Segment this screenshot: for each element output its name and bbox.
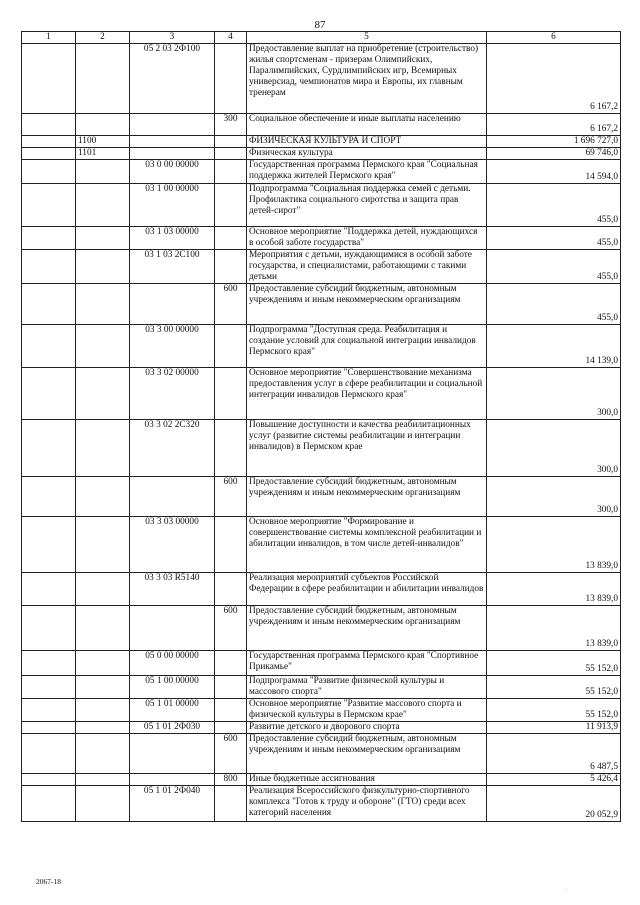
table-row bbox=[22, 786, 621, 822]
table-row bbox=[22, 184, 621, 227]
cell-col-6: 14 139,0 bbox=[487, 325, 621, 368]
cell-col-2 bbox=[76, 477, 130, 517]
cell-col-6: 6 167,2 bbox=[487, 44, 621, 114]
cell-col-1 bbox=[22, 227, 76, 250]
cell-col-5: ФИЗИЧЕСКАЯ КУЛЬТУРА И СПОРТ bbox=[247, 136, 487, 148]
cell-col-2 bbox=[76, 676, 130, 699]
cell-col-1 bbox=[22, 606, 76, 651]
table-row bbox=[22, 160, 621, 184]
cell-col-6: 6 167,2 bbox=[487, 114, 621, 136]
cell-col-3: 03 0 00 00000 bbox=[130, 160, 215, 184]
table-row bbox=[22, 699, 621, 722]
cell-col-6: 455,0 bbox=[487, 250, 621, 284]
cell-col-2 bbox=[76, 722, 130, 734]
cell-col-4 bbox=[215, 160, 247, 184]
table-row bbox=[22, 676, 621, 699]
cell-col-5: Предоставление субсидий бюджетным, автономным учреждениям и иным некоммерческим организациям bbox=[247, 284, 487, 325]
cell-col-1 bbox=[22, 250, 76, 284]
cell-col-3 bbox=[130, 477, 215, 517]
header-cell: 4 bbox=[215, 32, 247, 44]
page-number: 87 bbox=[314, 19, 326, 31]
cell-col-4: 600 bbox=[215, 606, 247, 651]
cell-col-1 bbox=[22, 774, 76, 786]
cell-col-6: 55 152,0 bbox=[487, 651, 621, 676]
cell-col-1 bbox=[22, 184, 76, 227]
cell-col-2: 1100 bbox=[76, 136, 130, 148]
cell-col-2 bbox=[76, 699, 130, 722]
cell-col-4: 800 bbox=[215, 774, 247, 786]
cell-col-5: Развитие детского и дворового спорта bbox=[247, 722, 487, 734]
cell-col-6: 6 487,5 bbox=[487, 734, 621, 774]
cell-col-4 bbox=[215, 573, 247, 606]
cell-col-3: 05 1 01 00000 bbox=[130, 699, 215, 722]
cell-col-4 bbox=[215, 250, 247, 284]
cell-col-5: Повышение доступности и качества реабилитационных услуг (развитие системы реабилитации и интеграции инвалидов) в Пермском крае bbox=[247, 420, 487, 477]
cell-col-3: 05 2 03 2Ф100 bbox=[130, 44, 215, 114]
cell-col-2 bbox=[76, 184, 130, 227]
cell-col-1 bbox=[22, 148, 76, 160]
header-cell: 3 bbox=[130, 32, 215, 44]
cell-col-3 bbox=[130, 284, 215, 325]
table-row bbox=[22, 477, 621, 517]
cell-col-2 bbox=[76, 651, 130, 676]
cell-col-2 bbox=[76, 227, 130, 250]
cell-col-3 bbox=[130, 606, 215, 651]
table-row bbox=[22, 774, 621, 786]
cell-col-4 bbox=[215, 227, 247, 250]
budget-table bbox=[21, 31, 621, 822]
table-row bbox=[22, 148, 621, 160]
cell-col-2 bbox=[76, 160, 130, 184]
cell-col-5: Физическая культура bbox=[247, 148, 487, 160]
cell-col-2 bbox=[76, 114, 130, 136]
table-row bbox=[22, 250, 621, 284]
cell-col-3: 03 1 03 2С100 bbox=[130, 250, 215, 284]
cell-col-3: 05 0 00 00000 bbox=[130, 651, 215, 676]
cell-col-2 bbox=[76, 573, 130, 606]
cell-col-3: 03 3 02 2С320 bbox=[130, 420, 215, 477]
cell-col-1 bbox=[22, 160, 76, 184]
cell-col-5: Предоставление субсидий бюджетным, автономным учреждениям и иным некоммерческим организациям bbox=[247, 477, 487, 517]
cell-col-1 bbox=[22, 573, 76, 606]
cell-col-3 bbox=[130, 114, 215, 136]
cell-col-4 bbox=[215, 420, 247, 477]
cell-col-6: 13 839,0 bbox=[487, 573, 621, 606]
cell-col-5: Подпрограмма "Развитие физической культуры и массового спорта" bbox=[247, 676, 487, 699]
cell-col-2 bbox=[76, 368, 130, 420]
cell-col-1 bbox=[22, 786, 76, 822]
table-row bbox=[22, 136, 621, 148]
cell-col-3: 03 3 03 R5140 bbox=[130, 573, 215, 606]
cell-col-4: 600 bbox=[215, 477, 247, 517]
cell-col-6: 300,0 bbox=[487, 477, 621, 517]
cell-col-5: Государственная программа Пермского края "Спортивное Прикамье" bbox=[247, 651, 487, 676]
table-row bbox=[22, 227, 621, 250]
cell-col-1 bbox=[22, 136, 76, 148]
cell-col-6: 5 426,4 bbox=[487, 774, 621, 786]
cell-col-4 bbox=[215, 699, 247, 722]
cell-col-5: Основное мероприятие "Поддержка детей, нуждающихся в особой заботе государства" bbox=[247, 227, 487, 250]
cell-col-6: 300,0 bbox=[487, 368, 621, 420]
cell-col-2 bbox=[76, 734, 130, 774]
cell-col-5: Реализация мероприятий субъектов Российской Федерации в сфере реабилитации и абилитации инвалидов bbox=[247, 573, 487, 606]
table-row bbox=[22, 114, 621, 136]
cell-col-2 bbox=[76, 786, 130, 822]
cell-col-1 bbox=[22, 284, 76, 325]
cell-col-2 bbox=[76, 420, 130, 477]
cell-col-4: 600 bbox=[215, 734, 247, 774]
document-code: 2067-18 bbox=[36, 877, 61, 886]
cell-col-4 bbox=[215, 325, 247, 368]
cell-col-3: 05 1 00 00000 bbox=[130, 676, 215, 699]
cell-col-3 bbox=[130, 734, 215, 774]
cell-col-2 bbox=[76, 250, 130, 284]
cell-col-2 bbox=[76, 606, 130, 651]
table-row bbox=[22, 722, 621, 734]
cell-col-4 bbox=[215, 786, 247, 822]
cell-col-3: 05 1 01 2Ф030 bbox=[130, 722, 215, 734]
cell-col-1 bbox=[22, 114, 76, 136]
cell-col-6: 1 696 727,0 bbox=[487, 136, 621, 148]
cell-col-3 bbox=[130, 774, 215, 786]
cell-col-2 bbox=[76, 284, 130, 325]
footer-mark: . bbox=[566, 886, 568, 892]
cell-col-5: Предоставление субсидий бюджетным, автономным учреждениям и иным некоммерческим организациям bbox=[247, 734, 487, 774]
cell-col-2: 1101 bbox=[76, 148, 130, 160]
cell-col-4 bbox=[215, 517, 247, 573]
cell-col-4: 300 bbox=[215, 114, 247, 136]
cell-col-1 bbox=[22, 420, 76, 477]
cell-col-3: 03 3 02 00000 bbox=[130, 368, 215, 420]
cell-col-1 bbox=[22, 44, 76, 114]
cell-col-2 bbox=[76, 774, 130, 786]
cell-col-6: 13 839,0 bbox=[487, 517, 621, 573]
table-header-row bbox=[22, 32, 621, 44]
cell-col-4 bbox=[215, 44, 247, 114]
cell-col-6: 55 152,0 bbox=[487, 699, 621, 722]
cell-col-1 bbox=[22, 699, 76, 722]
table-row bbox=[22, 368, 621, 420]
cell-col-6: 13 839,0 bbox=[487, 606, 621, 651]
cell-col-5: Подпрограмма "Доступная среда. Реабилитация и создание условий для социальной интеграции инвалидов Пермского края" bbox=[247, 325, 487, 368]
cell-col-6: 455,0 bbox=[487, 184, 621, 227]
cell-col-5: Основное мероприятие "Развитие массового спорта и физической культуры в Пермском крае" bbox=[247, 699, 487, 722]
table-row bbox=[22, 325, 621, 368]
cell-col-4: 600 bbox=[215, 284, 247, 325]
cell-col-5: Реализация Всероссийского физкультурно-спортивного комплекса "Готов к труду и обороне" (ГТО) среди всех категорий населения bbox=[247, 786, 487, 822]
cell-col-5: Мероприятия с детьми, нуждающимися в особой заботе государства, и специалистами, работающими с такими детьми bbox=[247, 250, 487, 284]
cell-col-3: 03 1 00 00000 bbox=[130, 184, 215, 227]
cell-col-5: Основное мероприятие "Формирование и совершенствование системы комплексной реабилитации и абилитации инвалидов, в том числе детей-инвалидов" bbox=[247, 517, 487, 573]
header-cell: 5 bbox=[247, 32, 487, 44]
cell-col-6: 20 052,9 bbox=[487, 786, 621, 822]
cell-col-2 bbox=[76, 44, 130, 114]
cell-col-5: Государственная программа Пермского края "Социальная поддержка жителей Пермского края" bbox=[247, 160, 487, 184]
cell-col-4 bbox=[215, 676, 247, 699]
table-row bbox=[22, 284, 621, 325]
header-cell: 2 bbox=[76, 32, 130, 44]
cell-col-3: 05 1 01 2Ф040 bbox=[130, 786, 215, 822]
cell-col-6: 300,0 bbox=[487, 420, 621, 477]
cell-col-1 bbox=[22, 676, 76, 699]
cell-col-4 bbox=[215, 136, 247, 148]
table-row bbox=[22, 420, 621, 477]
table-row bbox=[22, 651, 621, 676]
cell-col-4 bbox=[215, 651, 247, 676]
cell-col-1 bbox=[22, 651, 76, 676]
cell-col-3 bbox=[130, 148, 215, 160]
cell-col-6: 455,0 bbox=[487, 227, 621, 250]
cell-col-5: Социальное обеспечение и иные выплаты населению bbox=[247, 114, 487, 136]
table-row bbox=[22, 606, 621, 651]
cell-col-4 bbox=[215, 722, 247, 734]
cell-col-3: 03 1 03 00000 bbox=[130, 227, 215, 250]
table-row bbox=[22, 573, 621, 606]
cell-col-4 bbox=[215, 148, 247, 160]
cell-col-2 bbox=[76, 517, 130, 573]
table-row bbox=[22, 44, 621, 114]
cell-col-1 bbox=[22, 325, 76, 368]
cell-col-5: Основное мероприятие "Совершенствование механизма предоставления услуг в сфере реабилитации и социальной интеграции инвалидов Пермского края" bbox=[247, 368, 487, 420]
cell-col-5: Предоставление выплат на приобретение (строительство) жилья спортсменам - призерам Олимпийских, Паралимпийских, Сурдлимпийских игр, Всемирных универсиад, чемпионатов мира и Европы, их главным тренерам bbox=[247, 44, 487, 114]
cell-col-4 bbox=[215, 184, 247, 227]
cell-col-1 bbox=[22, 517, 76, 573]
cell-col-1 bbox=[22, 734, 76, 774]
cell-col-3: 03 3 03 00000 bbox=[130, 517, 215, 573]
cell-col-3 bbox=[130, 136, 215, 148]
table-row bbox=[22, 517, 621, 573]
cell-col-1 bbox=[22, 477, 76, 517]
cell-col-1 bbox=[22, 722, 76, 734]
cell-col-6: 69 746,0 bbox=[487, 148, 621, 160]
cell-col-6: 11 913,9 bbox=[487, 722, 621, 734]
cell-col-6: 55 152,0 bbox=[487, 676, 621, 699]
cell-col-1 bbox=[22, 368, 76, 420]
cell-col-3: 03 3 00 00000 bbox=[130, 325, 215, 368]
cell-col-4 bbox=[215, 368, 247, 420]
cell-col-6: 455,0 bbox=[487, 284, 621, 325]
cell-col-5: Предоставление субсидий бюджетным, автономным учреждениям и иным некоммерческим организациям bbox=[247, 606, 487, 651]
table-row bbox=[22, 734, 621, 774]
cell-col-5: Подпрограмма "Социальная поддержка семей с детьми. Профилактика социального сиротства и защита прав детей-сирот" bbox=[247, 184, 487, 227]
header-cell: 1 bbox=[22, 32, 76, 44]
cell-col-6: 14 594,0 bbox=[487, 160, 621, 184]
cell-col-2 bbox=[76, 325, 130, 368]
cell-col-5: Иные бюджетные ассигнования bbox=[247, 774, 487, 786]
header-cell: 6 bbox=[487, 32, 621, 44]
